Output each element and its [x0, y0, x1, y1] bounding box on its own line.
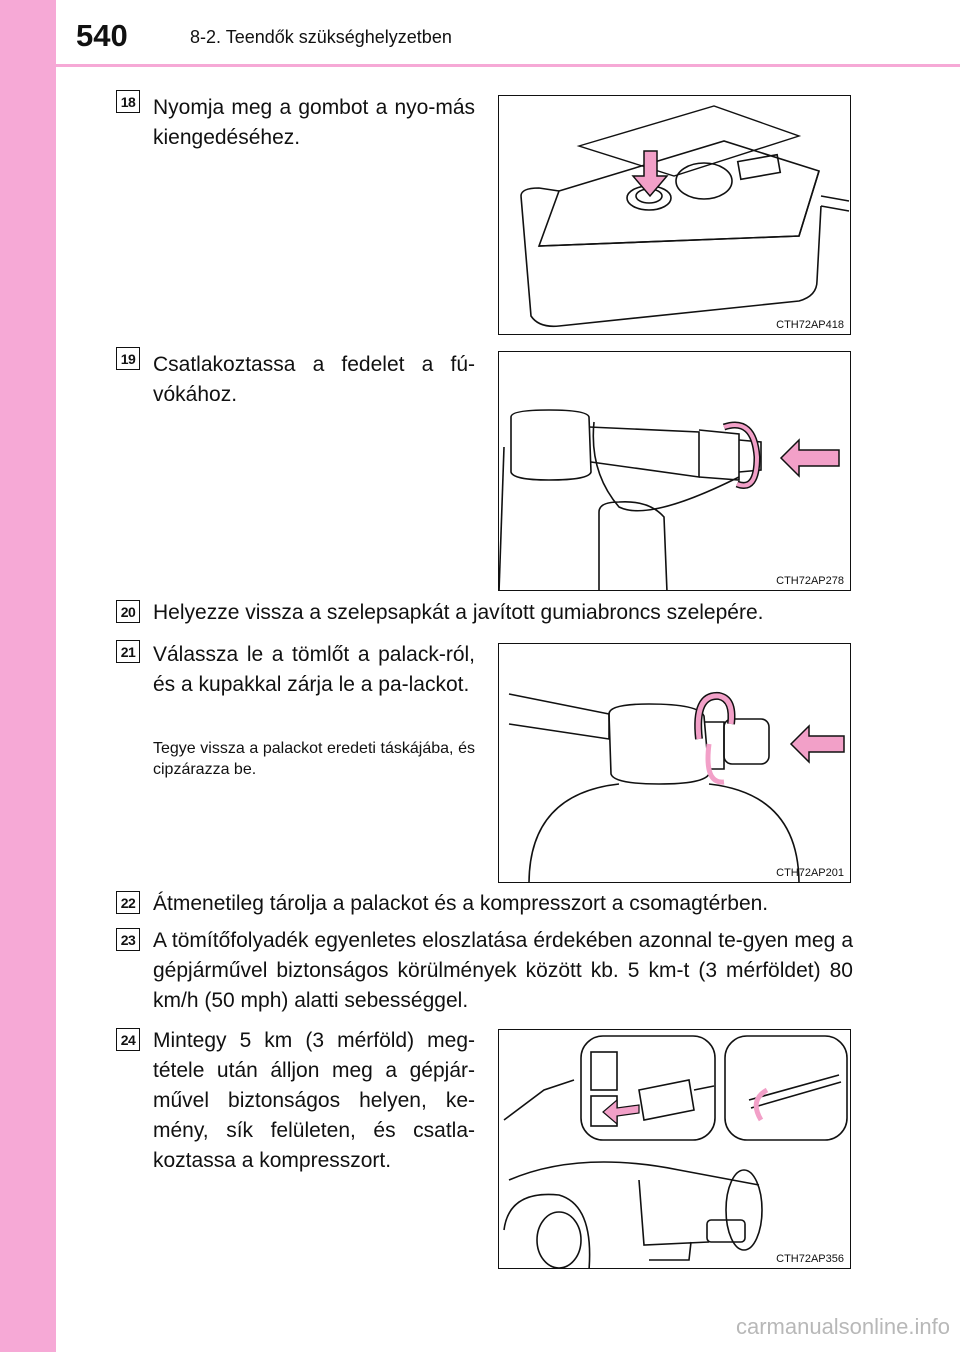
step-number-21: 21 — [116, 640, 140, 663]
step-text-24: Mintegy 5 km (3 mérföld) meg-tétele után álljon meg a gépjár-művel biztonságos helyen, ke-mény, sík felületen, és csatla-koztassa a kompresszort. — [153, 1029, 475, 1172]
watermark: carmanualsonline.info — [735, 1314, 950, 1339]
step-note-21: Tegye vissza a palackot eredeti táskájába, és cipzárazza be. — [153, 740, 475, 778]
figure-code: CTH72AP356 — [776, 1253, 844, 1265]
figure-compressor-button — [498, 95, 851, 335]
figure-code: CTH72AP418 — [776, 319, 844, 331]
section-title: 8-2. Teendők szükséghelyzetben — [190, 27, 452, 47]
figure-code: CTH72AP278 — [776, 575, 844, 587]
step-text-18: Nyomja meg a gombot a nyo-más kiengedéséhez. — [153, 96, 475, 149]
hose-illustration — [499, 352, 851, 591]
step-number-18: 18 — [116, 90, 140, 113]
step-number-23: 23 — [116, 928, 140, 951]
compressor-illustration — [499, 96, 851, 335]
car-outlet-illustration — [499, 1030, 851, 1269]
header-rule — [56, 64, 960, 67]
step-number-24: 24 — [116, 1028, 140, 1051]
step-text-22: Átmenetileg tárolja a palackot és a kompresszort a csomagtérben. — [153, 892, 769, 915]
step-text-20: Helyezze vissza a szelepsapkát a javított gumiabroncs szelepére. — [153, 601, 764, 624]
side-tab-bar — [0, 0, 56, 1352]
step-number-19: 19 — [116, 347, 140, 370]
page-number: 540 — [76, 18, 128, 53]
figure-hose-connection — [498, 351, 851, 591]
bottle-cap-illustration — [499, 644, 851, 883]
step-text-23: A tömítőfolyadék egyenletes eloszlatása érdekében azonnal te-gyen meg a gépjárművel biztonságos körülmények között kb. 5 km-t (3 mérföldet) 80 km/h (50 mph) alatti sebességgel. — [153, 929, 853, 1012]
figure-code: CTH72AP201 — [776, 867, 844, 879]
step-text-21: Válassza le a tömlőt a palack-ról, és a kupakkal zárja le a pa-lackot. — [153, 643, 475, 696]
figure-compressor-plug — [498, 1029, 851, 1269]
step-number-22: 22 — [116, 891, 140, 914]
step-text-19: Csatlakoztassa a fedelet a fú-vókához. — [153, 353, 475, 406]
figure-bottle-cap — [498, 643, 851, 883]
step-number-20: 20 — [116, 600, 140, 623]
